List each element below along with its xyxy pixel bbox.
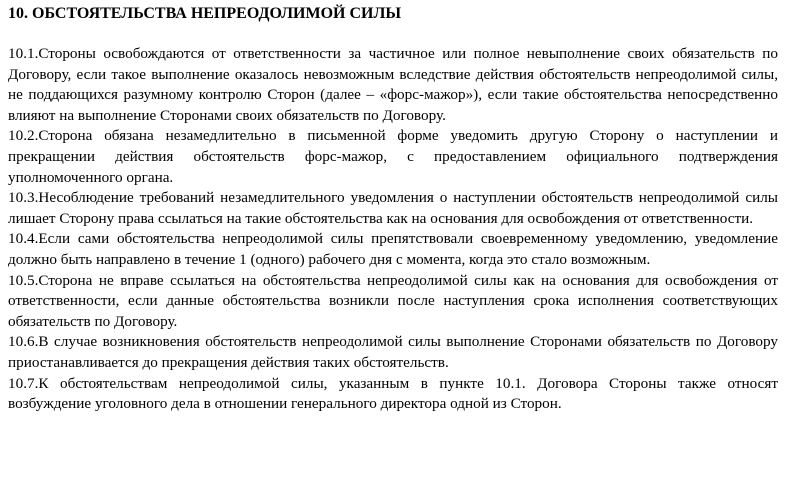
clause-10-3: 10.3.Несоблюдение требований незамедлительного уведомления о наступлении обстоятельств непреодолимой силы лишает Сторону права ссылаться на такие обстоятельства как на основания для освобождения от ответственности. [8, 189, 778, 227]
clause-10-5: 10.5.Сторона не вправе ссылаться на обстоятельства непреодолимой силы как на основания для освобождения от ответственности, если данные обстоятельства возникли после наступления срока исполнения соответствующих обязательств по Договору. [8, 271, 778, 330]
clause-10-1: 10.1.Стороны освобождаются от ответственности за частичное или полное невыполнение своих обязательств по Договору, если такое выполнение оказалось невозможным вследствие действия обстоятельств непреодолимой силы, не поддающихся разумному контролю Сторон (далее – «форс-мажор»), если такие обстоятельства непосредственно влияют на выполнение Сторонами своих обязательств по Договору. [8, 45, 778, 124]
clause-10-4: 10.4.Если сами обстоятельства непреодолимой силы препятствовали своевременному уведомлению, уведомление должно быть направлено в течение 1 (одного) рабочего дня с момента, когда это стало возможным. [8, 230, 778, 268]
document-section [8, 4, 778, 415]
section-heading: 10. ОБСТОЯТЕЛЬСТВА НЕПРЕОДОЛИМОЙ СИЛЫ [8, 5, 402, 22]
clause-10-7: 10.7.К обстоятельствам непреодолимой силы, указанным в пункте 10.1. Договора Стороны также относят возбуждение уголовного дела в отношении генерального директора одной из Сторон. [8, 374, 778, 413]
clause-10-6: 10.6.В случае возникновения обстоятельств непреодолимой силы выполнение Сторонами обязательств по Договору приостанавливается до прекращения действия таких обстоятельств. [8, 333, 778, 371]
clause-10-2: 10.2.Сторона обязана незамедлительно в письменной форме уведомить другую Сторону о наступлении и прекращении действия обстоятельств форс-мажор, с предоставлением официального подтверждения уполномоченного органа. [8, 127, 778, 186]
